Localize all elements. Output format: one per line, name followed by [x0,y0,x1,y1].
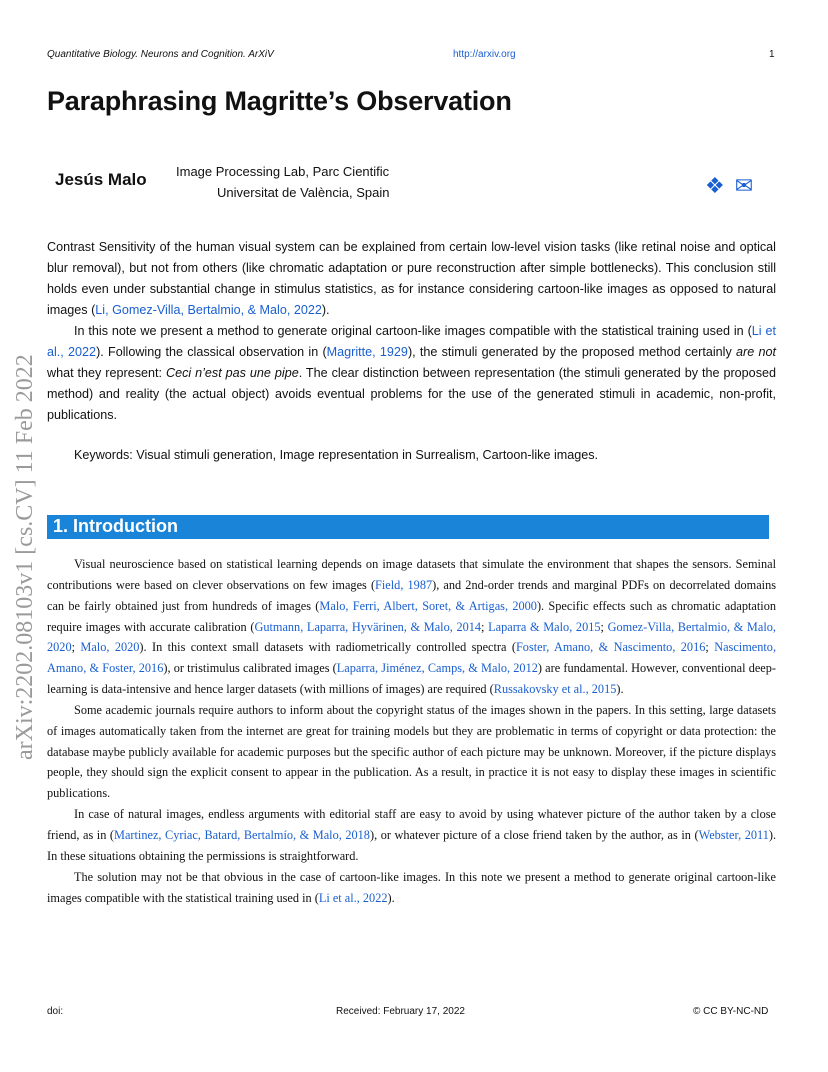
section-header-bar [47,515,769,539]
author-affiliation-line2: Universitat de València, Spain [217,185,390,200]
citation-link[interactable]: Li et al., 2022 [318,890,388,905]
citation-link[interactable]: Nascimento, Amano, & Foster, 2016 [47,640,777,676]
envelope-icon[interactable]: ✉ [734,173,754,198]
arxiv-identifier-sidebar: arXiv:2202.08103v1 [cs.CV] 11 Feb 2022 [12,354,38,760]
citation-link[interactable]: Russakovsky et al., 2015 [493,682,617,697]
intro-paragraph-4: The solution may not be that obvious in the case of cartoon-like images. In this note we present a method to generate original cartoon-like images compatible with the statistical training used in (Li et al., 2022). [47,869,776,905]
citation-link[interactable]: Foster, Amano, & Nascimento, 2016 [515,640,706,655]
citation-link[interactable]: Malo, 2020 [80,640,140,655]
citation-link[interactable]: Malo, Ferri, Albert, Soret, & Artigas, 2000 [319,598,537,613]
author-name: Jesús Malo [55,170,147,189]
keywords: Keywords: Visual stimuli generation, Image representation in Surrealism, Cartoon-like images. [74,448,599,462]
intro-paragraph-3: In case of natural images, endless arguments with editorial staff are easy to avoid by using whatever picture of the author taken by a close friend, as in (Martinez, Cyriac, Batard, Bertalmío, & Malo, 2018), or whatever picture of a close friend taken by the author, as in (Webster, 2011). In these situations obtaining the permissions is straightforward. [47,807,777,863]
footer-received-date: Received: February 17, 2022 [336,1006,465,1017]
running-header-journal: Quantitative Biology. Neurons and Cognition. ArXiV [47,49,274,60]
page-number: 1 [769,49,775,60]
citation-link[interactable]: Laparra & Malo, 2015 [488,619,601,634]
abstract [47,237,776,426]
intro-paragraph-2: Some academic journals require authors to inform about the copyright status of the images shown in the papers. In this setting, large datasets of images automatically taken from the internet are great for training models but they are problematic in terms of copyright or data protection: the database maybe publicly available for academic purposes but the specific author of each picture may be unknown. Moreover, if the picture displays people, they should sign the explicit consent to appear in the publication. As a result, in practice it is not easy to display these images in scientific publications. [47,702,776,801]
citation-link[interactable]: Field, 1987 [375,577,433,592]
abstract-paragraph-1: Contrast Sensitivity of the human visual system can be explained from certain low-level vision tasks (like retinal noise and optical blur removal), but not from others (like chromatic adaptation or pure reconstruction after simple bottlenecks). This conclusion still holds even under substantial change in stimulus statistics, as for instance considering cartoon-like images as opposed to natural images (Li, Gomez-Villa, Bertalmio, & Malo, 2022). [47,240,776,317]
author-affiliation-line1: Image Processing Lab, Parc Cientific [176,164,390,179]
citation-link[interactable]: Magritte, 1929 [326,345,408,359]
footer-license: © CC BY-NC-ND [693,1006,769,1017]
citation-link[interactable]: Laparra, Jiménez, Camps, & Malo, 2012 [336,661,538,676]
footer-doi: doi: [47,1006,64,1017]
citation-link[interactable]: Martinez, Cyriac, Batard, Bertalmío, & Malo, 2018 [114,827,370,842]
intro-paragraph-1: Visual neuroscience based on statistical learning depends on image datasets that simulate the environment that shapes the sensors. Seminal contributions were based on clever observations on few images (Field, 1987), and 2nd-order trends and marginal PDFs on decorrelated domains can be fairly obtained just from hundreds of images (Malo, Ferri, Albert, Soret, & Artigas, 2000). Specific effects such as chromatic adaptation require images with accurate calibration (Gutmann, Laparra, Hyvärinen, & Malo, 2014; Laparra & Malo, 2015; Gomez-Villa, Bertalmio, & Malo, 2020; Malo, 2020). In this context small datasets with radiometrically controlled spectra (Foster, Amano, & Nascimento, 2016; Nascimento, Amano, & Foster, 2016), or tristimulus calibrated images (Laparra, Jiménez, Camps, & Malo, 2012) are fundamental. However, conventional deep-learning is data-intensive and hence larger datasets (with millions of images) are required (Russakovsky et al., 2015). [47,557,777,697]
introduction-body [47,554,776,908]
section-title: 1. Introduction [53,516,178,536]
citation-link[interactable]: Li et al., 2022 [47,324,776,359]
abstract-paragraph-2: In this note we present a method to generate original cartoon-like images compatible with the statistical training used in (Li et al., 2022). Following the classical observation in (Magritte, 1929), the stimuli generated by the proposed method certainly are not what they represent: Ceci n’est pas une pipe. The clear distinction between representation (the stimuli generated by the proposed method) and reality (the actual object) avoids eventual problems for the use of the generated stimuli in academic, non-profit, publications. [47,324,776,422]
citation-link[interactable]: Gutmann, Laparra, Hyvärinen, & Malo, 2014 [254,619,482,634]
citation-link[interactable]: Gomez-Villa, Bertalmio, & Malo, 2020 [47,619,776,655]
running-header-url-link[interactable]: http://arxiv.org [453,49,516,60]
citation-link[interactable]: Li, Gomez-Villa, Bertalmio, & Malo, 2022 [95,303,322,317]
paper-title: Paraphrasing Magritte’s Observation [47,86,512,116]
citation-link[interactable]: Webster, 2011 [698,827,769,842]
diamond-cluster-icon[interactable]: ❖ [705,173,725,198]
author-contact-icons [705,173,763,199]
